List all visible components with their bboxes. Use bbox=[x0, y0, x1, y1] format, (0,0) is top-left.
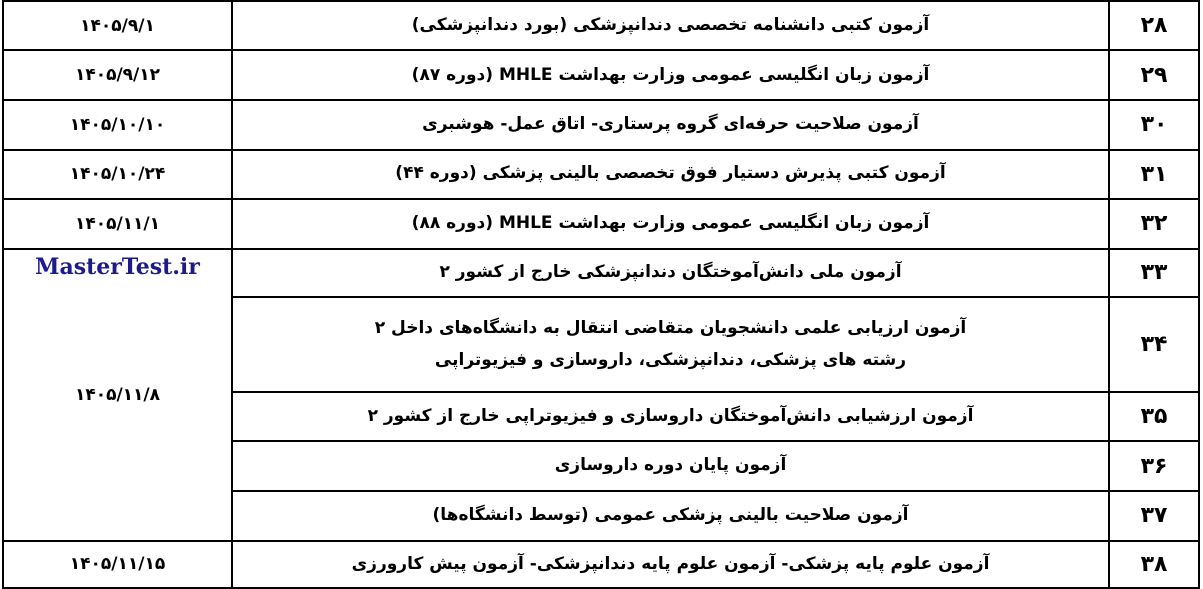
exam-title: آزمون صلاحیت بالینی پزشکی عمومی (توسط دانشگاه‌ها) bbox=[232, 491, 1109, 541]
exam-title-line: آزمون ارزیابی علمی دانشجویان متقاضی انتقال به دانشگاه‌های داخل ۲ bbox=[374, 318, 967, 339]
table-row bbox=[3, 1, 1199, 50]
exam-title-line: رشته های پزشکی، دندانپزشکی، داروسازی و فیزیوتراپی bbox=[434, 349, 907, 370]
exam-date bbox=[3, 50, 232, 100]
watermark-logo: MasterTest.ir bbox=[35, 253, 200, 280]
exam-title: آزمون پایان دوره داروسازی bbox=[232, 441, 1109, 490]
exam-title bbox=[232, 297, 1109, 392]
group-date-cell bbox=[3, 249, 232, 541]
table-row bbox=[3, 100, 1199, 149]
exam-schedule-table bbox=[2, 0, 1200, 589]
exam-date bbox=[3, 199, 232, 249]
exam-title: آزمون زبان انگلیسی عمومی وزارت بهداشت MHLE (دوره ۸۸) bbox=[232, 199, 1109, 249]
table-row bbox=[3, 541, 1199, 588]
exam-title: آزمون زبان انگلیسی عمومی وزارت بهداشت MHLE (دوره ۸۷) bbox=[232, 50, 1109, 100]
exam-date bbox=[3, 541, 232, 588]
exam-title: آزمون کتبی پذیرش دستیار فوق تخصصی بالینی پزشکی (دوره ۴۴) bbox=[232, 150, 1109, 199]
row-number: ۳۸ bbox=[1109, 541, 1199, 588]
row-number: ۲۸ bbox=[1109, 1, 1199, 50]
exam-date-text: ۱۴۰۵/۹/۱ bbox=[80, 15, 155, 36]
group-date-text: ۱۴۰۵/۱۱/۸ bbox=[74, 384, 161, 405]
table-row bbox=[3, 150, 1199, 199]
row-number: ۲۹ bbox=[1109, 50, 1199, 100]
row-number: ۳۷ bbox=[1109, 491, 1199, 541]
exam-date-text: ۱۴۰۵/۱۱/۱۵ bbox=[69, 554, 166, 575]
table-row bbox=[3, 50, 1199, 100]
exam-title: آزمون کتبی دانشنامه تخصصی دندانپزشکی (بورد دندانپزشکی) bbox=[232, 1, 1109, 50]
row-number: ۳۵ bbox=[1109, 392, 1199, 441]
exam-date-text: ۱۴۰۵/۱۰/۱۰ bbox=[69, 114, 166, 135]
exam-date-text: ۱۴۰۵/۱۰/۲۴ bbox=[69, 164, 166, 185]
row-number: ۳۶ bbox=[1109, 441, 1199, 490]
row-number: ۳۰ bbox=[1109, 100, 1199, 149]
exam-date bbox=[3, 1, 232, 50]
exam-date bbox=[3, 150, 232, 199]
row-number: ۳۲ bbox=[1109, 199, 1199, 249]
exam-date-text: ۱۴۰۵/۱۱/۱ bbox=[74, 213, 161, 234]
exam-title: آزمون صلاحیت حرفه‌ای گروه پرستاری- اتاق عمل- هوشبری bbox=[232, 100, 1109, 149]
exam-date bbox=[3, 100, 232, 149]
row-number: ۳۱ bbox=[1109, 150, 1199, 199]
table-row bbox=[3, 199, 1199, 249]
table-row bbox=[3, 249, 1199, 297]
exam-title: آزمون ارزشیابی دانش‌آموختگان داروسازی و فیزیوتراپی خارج از کشور ۲ bbox=[232, 392, 1109, 441]
exam-date-text: ۱۴۰۵/۹/۱۲ bbox=[74, 65, 161, 86]
exam-title: آزمون ملی دانش‌آموختگان دندانپزشکی خارج از کشور ۲ bbox=[232, 249, 1109, 297]
row-number: ۳۴ bbox=[1109, 297, 1199, 392]
row-number: ۳۳ bbox=[1109, 249, 1199, 297]
exam-title: آزمون علوم پایه پزشکی- آزمون علوم پایه دندانپزشکی- آزمون پیش کارورزی bbox=[232, 541, 1109, 588]
